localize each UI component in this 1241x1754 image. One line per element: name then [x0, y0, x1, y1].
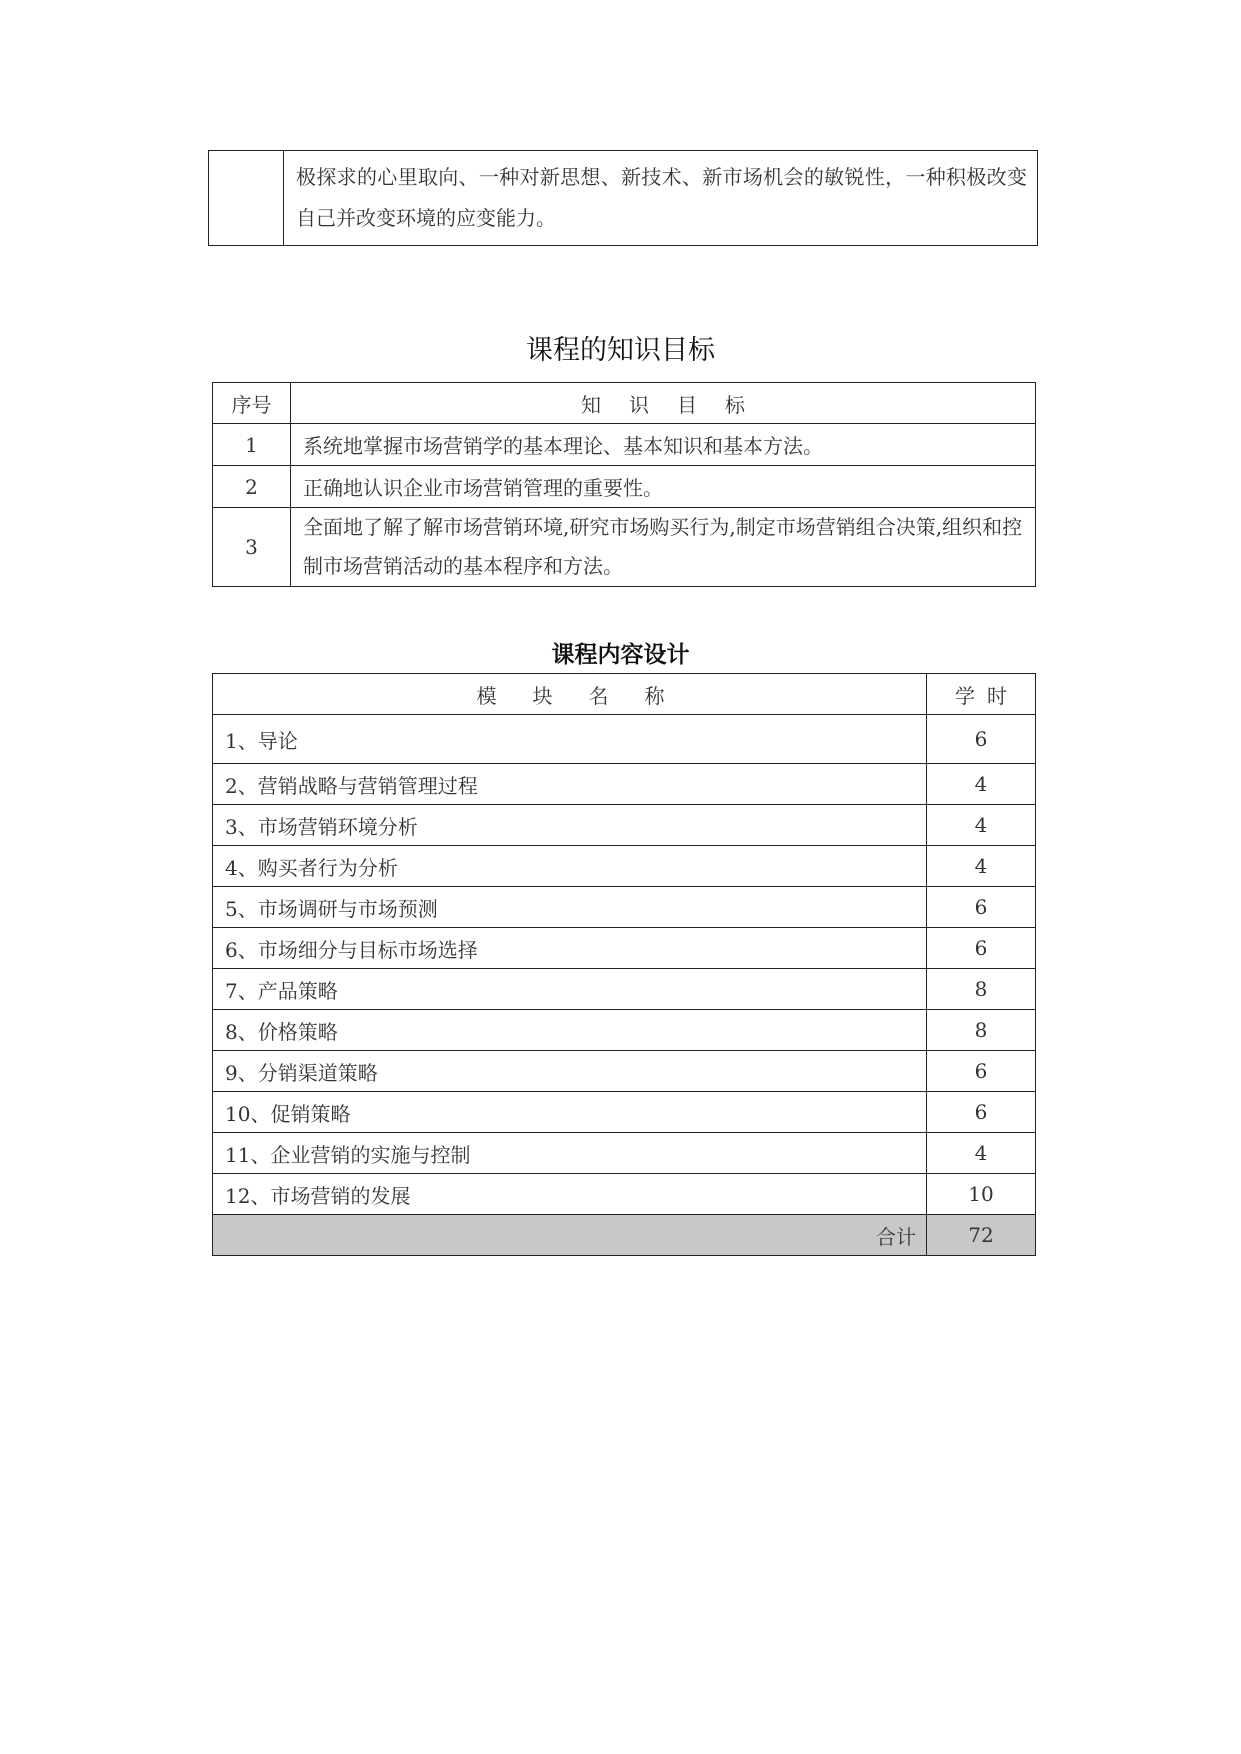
module-name: 4、购买者行为分析 — [213, 846, 927, 887]
module-name: 6、市场细分与目标市场选择 — [213, 928, 927, 969]
header-goal: 知识目标 — [291, 383, 1036, 424]
continuation-text: 极探求的心里取向、一种对新思想、新技术、新市场机会的敏锐性，一种积极改变自己并改变环境的应变能力。 — [284, 151, 1038, 246]
module-hours: 6 — [927, 1092, 1036, 1133]
table-row — [213, 1174, 1036, 1215]
header-hours: 学时 — [927, 674, 1036, 715]
total-label: 合计 — [213, 1215, 927, 1256]
module-hours: 10 — [927, 1174, 1036, 1215]
table-header-row — [213, 383, 1036, 424]
continuation-table — [208, 150, 1038, 246]
table-row — [213, 508, 1036, 587]
table-row — [213, 715, 1036, 764]
module-name: 3、市场营销环境分析 — [213, 805, 927, 846]
module-hours: 6 — [927, 928, 1036, 969]
table-row — [213, 846, 1036, 887]
knowledge-goals-table — [212, 382, 1036, 587]
goal-index: 3 — [213, 508, 291, 587]
module-name: 8、价格策略 — [213, 1010, 927, 1051]
table-row — [213, 887, 1036, 928]
module-name: 9、分销渠道策略 — [213, 1051, 927, 1092]
module-name: 7、产品策略 — [213, 969, 927, 1010]
module-name: 12、市场营销的发展 — [213, 1174, 927, 1215]
knowledge-goals-title: 课程的知识目标 — [526, 335, 715, 366]
module-hours: 4 — [927, 846, 1036, 887]
total-row — [213, 1215, 1036, 1256]
module-name: 2、营销战略与营销管理过程 — [213, 764, 927, 805]
table-row — [213, 1092, 1036, 1133]
header-module-name: 模块名称 — [213, 674, 927, 715]
table-row — [213, 1133, 1036, 1174]
module-hours: 6 — [927, 1051, 1036, 1092]
course-content-title: 课程内容设计 — [551, 642, 690, 668]
module-name: 5、市场调研与市场预测 — [213, 887, 927, 928]
total-hours: 72 — [927, 1215, 1036, 1256]
module-hours: 6 — [927, 887, 1036, 928]
goal-text: 正确地认识企业市场营销管理的重要性。 — [291, 466, 1036, 508]
table-row — [213, 928, 1036, 969]
module-hours: 8 — [927, 969, 1036, 1010]
goal-index: 1 — [213, 424, 291, 466]
module-hours: 6 — [927, 715, 1036, 764]
continuation-row — [209, 151, 1038, 246]
table-row — [213, 1010, 1036, 1051]
course-content-table — [212, 673, 1036, 1256]
module-name: 11、企业营销的实施与控制 — [213, 1133, 927, 1174]
table-row — [213, 764, 1036, 805]
continuation-label-cell — [209, 151, 284, 246]
table-row — [213, 805, 1036, 846]
table-header-row — [213, 674, 1036, 715]
module-hours: 4 — [927, 764, 1036, 805]
module-hours: 4 — [927, 1133, 1036, 1174]
module-hours: 4 — [927, 805, 1036, 846]
header-index: 序号 — [213, 383, 291, 424]
goal-text: 全面地了解了解市场营销环境,研究市场购买行为,制定市场营销组合决策,组织和控制市场营销活动的基本程序和方法。 — [291, 508, 1036, 587]
table-row — [213, 969, 1036, 1010]
module-name: 1、导论 — [213, 715, 927, 764]
goal-index: 2 — [213, 466, 291, 508]
table-row — [213, 1051, 1036, 1092]
goal-text: 系统地掌握市场营销学的基本理论、基本知识和基本方法。 — [291, 424, 1036, 466]
module-hours: 8 — [927, 1010, 1036, 1051]
module-name: 10、促销策略 — [213, 1092, 927, 1133]
table-row — [213, 466, 1036, 508]
table-row — [213, 424, 1036, 466]
